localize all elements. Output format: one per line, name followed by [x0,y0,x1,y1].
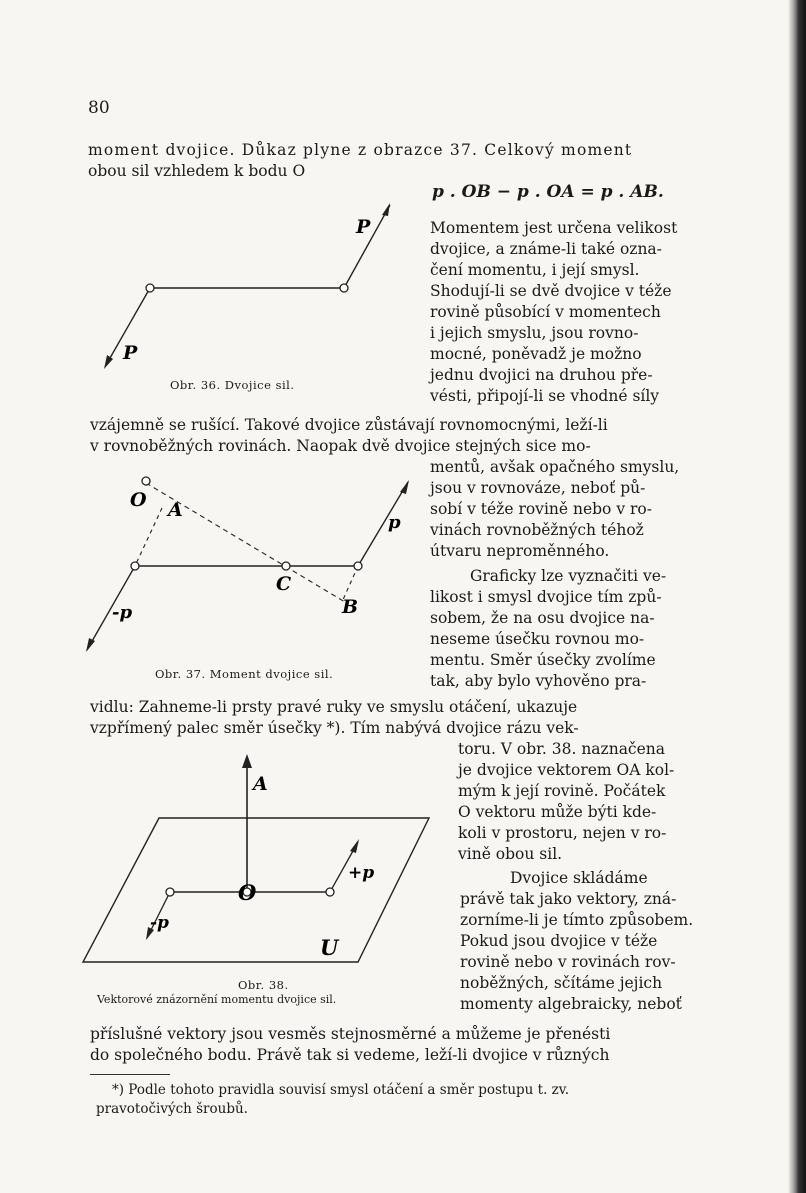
text-line: i jejich smyslu, jsou rovno- [430,324,639,342]
page-number: 80 [88,98,110,118]
text-line: vidlu: Zahneme-li prsty pravé ruky ve smyslu otáčení, ukazuje [90,698,578,716]
label-O: O [130,489,147,511]
text-line: jsou v rovnováze, neboť pů- [430,479,646,497]
text-line: rovině nebo v rovinách rov- [460,953,676,971]
text-line: momenty algebraicky, neboť [460,995,682,1013]
label-p-plus: +p [348,863,375,883]
label-A: A [168,499,183,521]
footnote-line: pravotočivých šroubů. [96,1101,248,1117]
label-A: A [253,773,268,795]
label-p-minus: -p [150,913,169,933]
text-line: neseme úsečku rovnou mo- [430,630,645,648]
text-line: zorníme-li je tímto způsobem. [460,911,694,929]
text-line: noběžných, sčítáme jejich [460,974,663,992]
text-line: mocné, poněvadž je možno [430,345,642,363]
text-line: příslušné vektory jsou vesměs stejnosměrné a můžeme je přenésti [90,1025,611,1043]
label-p-top: P [356,216,371,238]
text-line: Dvojice skládáme [510,869,648,887]
label-B: B [342,596,359,618]
label-p-bottom: P [123,342,138,364]
text-line: jednu dvojici na druhou pře- [430,366,653,384]
label-p-plus: p [388,512,401,533]
footnote-line: *) Podle tohoto pravidla souvisí smysl otáčení a směr postupu t. zv. [112,1082,570,1098]
text-line: sobí v téže rovině nebo v ro- [430,500,652,518]
figure-38-caption: Vektorové znázornění momentu dvojice sil. [97,993,337,1006]
moment-formula: p . OB − p . OA = p . AB. [432,182,664,202]
text-line: likost i smysl dvojice tím způ- [430,588,662,606]
text-line: koli v prostoru, nejen v ro- [458,824,667,842]
text-line: O vektoru může býti kde- [458,803,657,821]
text-line: toru. V obr. 38. naznačena [458,740,666,758]
text-line: vině obou sil. [458,845,563,863]
text-line: je dvojice vektorem OA kol- [458,761,675,779]
text-line: rovině působící v momentech [430,303,661,321]
text-line: v rovnoběžných rovinách. Naopak dvě dvojice stejných sice mo- [90,437,591,455]
text-line: Graficky lze vyznačiti ve- [470,567,667,585]
text-line: čení momentu, i její smysl. [430,261,640,279]
label-U: U [320,935,339,960]
footnote-rule [90,1074,170,1075]
figure-36 [90,195,410,380]
figure-38-caption-number: Obr. 38. [238,978,289,992]
text-line: tak, aby bylo vyhověno pra- [430,672,647,690]
text-line: do společného bodu. Právě tak si vedeme, leží-li dvojice v různých [90,1046,610,1064]
label-C: C [276,573,292,595]
figure-37-caption: Obr. 37. Moment dvojice sil. [155,667,334,681]
text-line: vzpřímený palec směr úsečky *). Tím nabývá dvojice rázu vek- [90,719,579,737]
text-line: právě tak jako vektory, zná- [460,890,677,908]
text-line: vzájemně se rušící. Takové dvojice zůstávají rovnomocnými, leží-li [90,416,608,434]
label-O: O [238,880,257,905]
text-line: mým k její rovině. Počátek [458,782,666,800]
text-line: dvojice, a známe-li také ozna- [430,240,662,258]
text-line: mentu. Směr úsečky zvolíme [430,651,656,669]
figure-37 [80,470,420,660]
text-line: mentů, avšak opačného smyslu, [430,458,680,476]
text-line: moment dvojice. Důkaz plyne z obrazce 37. Celkový moment [88,141,633,159]
text-line: vésti, připojí-li se vhodné síly [430,387,660,405]
text-line: útvaru neproměnného. [430,542,610,560]
text-line: vinách rovnoběžných téhož [430,521,644,539]
text-line: Pokud jsou dvojice v téže [460,932,658,950]
text-line: sobem, že na osu dvojice na- [430,609,655,627]
text-line: Momentem jest určena velikost [430,219,678,237]
label-p-minus: -p [112,602,133,623]
text-line: Shodují-li se dvě dvojice v téže [430,282,672,300]
figure-36-caption: Obr. 36. Dvojice sil. [170,378,295,392]
figure-38 [80,750,450,970]
book-spine-shadow [788,0,806,1193]
text-line: obou sil vzhledem k bodu O [88,162,306,180]
